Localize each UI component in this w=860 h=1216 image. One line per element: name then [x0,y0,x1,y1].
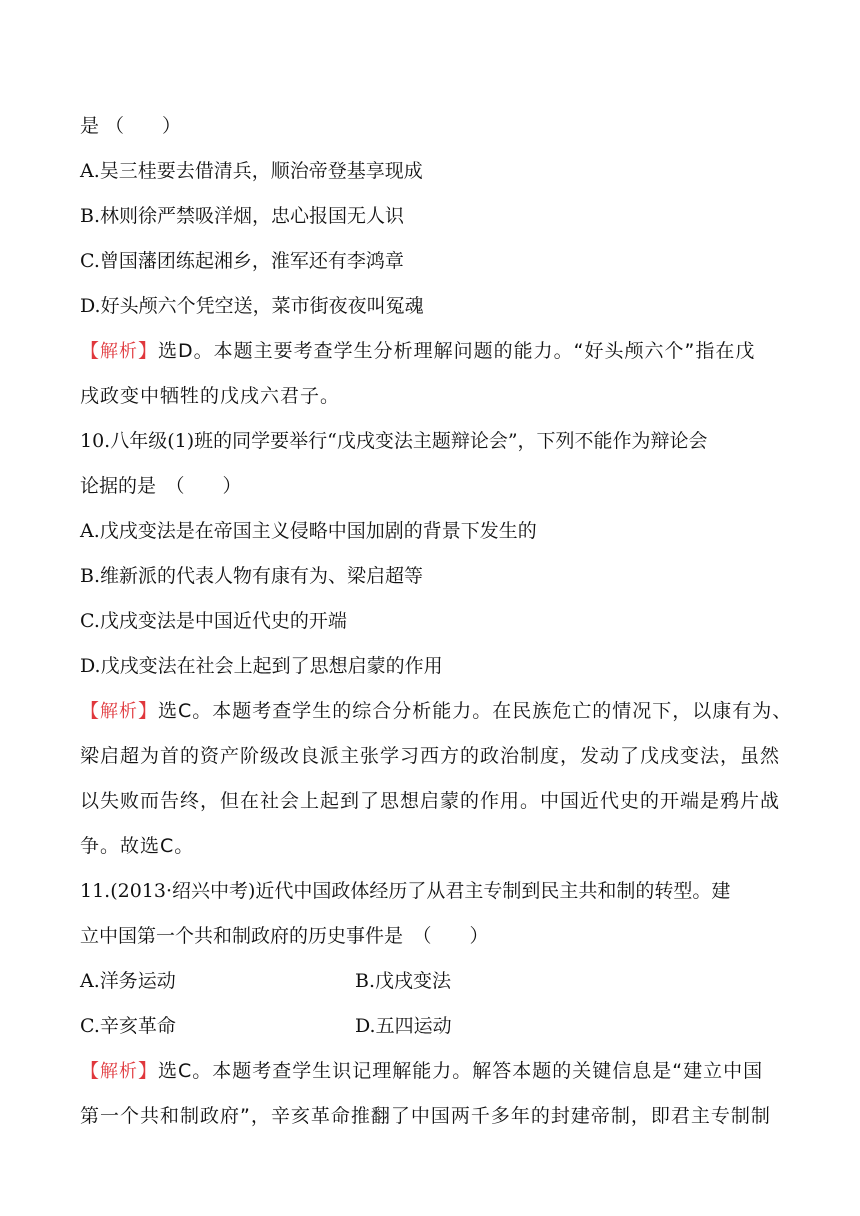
analysis-bracket-open: 【 [80,700,101,722]
q10-analysis-line-3: 以失败而告终，但在社会上起到了思想启蒙的作用。中国近代史的开端是鸦片战 [80,790,781,812]
q11-analysis-line-2: 第一个共和制政府”，辛亥革命推翻了中国两千多年的封建帝制，即君主专制制 [80,1105,771,1127]
q11-stem-line-1: 11.(2013·绍兴中考)近代中国政体经历了从君主专制到民主共和制的转型。建 [80,880,731,902]
q10-analysis-line-2: 梁启超为首的资产阶级改良派主张学习西方的政治制度，发动了戊戌变法，虽然 [80,745,781,767]
q9-option-c: C.曾国藩团练起湘乡，淮军还有李鸿章 [80,250,404,272]
analysis-bracket-close: 】 [138,700,159,722]
q9-analysis-line-2: 戌政变中牺牲的戊戌六君子。 [80,385,341,407]
analysis-tag: 解析 [100,1061,139,1082]
q10-option-a: A.戊戌变法是在帝国主义侵略中国加剧的背景下发生的 [80,520,537,542]
q11-analysis-text-1: 选C。本题考查学生识记理解能力。解答本题的关键信息是“建立中国 [158,1060,764,1082]
analysis-bracket-close: 】 [138,340,159,362]
q10-option-c: C.戊戌变法是中国近代史的开端 [80,610,347,632]
q11-option-c: C.辛亥革命 [80,1015,176,1037]
q11-stem-line-2: 立中国第一个共和制政府的历史事件是 （ ） [80,925,489,947]
q9-option-d: D.好头颅六个凭空送，菜市街夜夜叫冤魂 [80,295,424,317]
q10-option-d: D.戊戌变法在社会上起到了思想启蒙的作用 [80,655,443,677]
analysis-tag: 解析 [100,341,139,362]
q9-option-b: B.林则徐严禁吸洋烟，忠心报国无人识 [80,205,405,227]
q9-analysis-text-1: 选D。本题主要考查学生分析理解问题的能力。“好头颅六个”指在戊 [158,340,756,362]
q10-stem-line-2: 论据的是 （ ） [80,475,242,497]
q11-options-row-2 [80,1004,780,1049]
analysis-bracket-open: 【 [80,1060,101,1082]
q9-analysis-line-1 [80,329,780,374]
q9-stem-tail: 是 （ ） [80,115,182,137]
q10-analysis-text-1: 选C。本题考查学生的综合分析能力。在民族危亡的情况下，以康有为、 [158,700,793,722]
analysis-tag: 解析 [100,701,139,722]
document-page [80,104,793,1139]
q10-option-b: B.维新派的代表人物有康有为、梁启超等 [80,565,424,587]
analysis-bracket-open: 【 [80,340,101,362]
q9-option-a: A.吴三桂要去借清兵，顺治帝登基享现成 [80,160,423,182]
q11-option-d: D.五四运动 [355,1015,452,1037]
q11-option-b: B.戊戌变法 [355,970,452,992]
q10-analysis-line-1 [80,689,793,734]
q10-analysis-line-4: 争。故选C。 [80,835,195,857]
q11-analysis-line-1 [80,1049,780,1094]
q10-stem-line-1: 10.八年级(1)班的同学要举行“戊戌变法主题辩论会”，下列不能作为辩论会 [80,430,708,452]
analysis-bracket-close: 】 [138,1060,159,1082]
q11-option-a: A.洋务运动 [80,970,176,992]
q11-options-row-1 [80,959,780,1004]
